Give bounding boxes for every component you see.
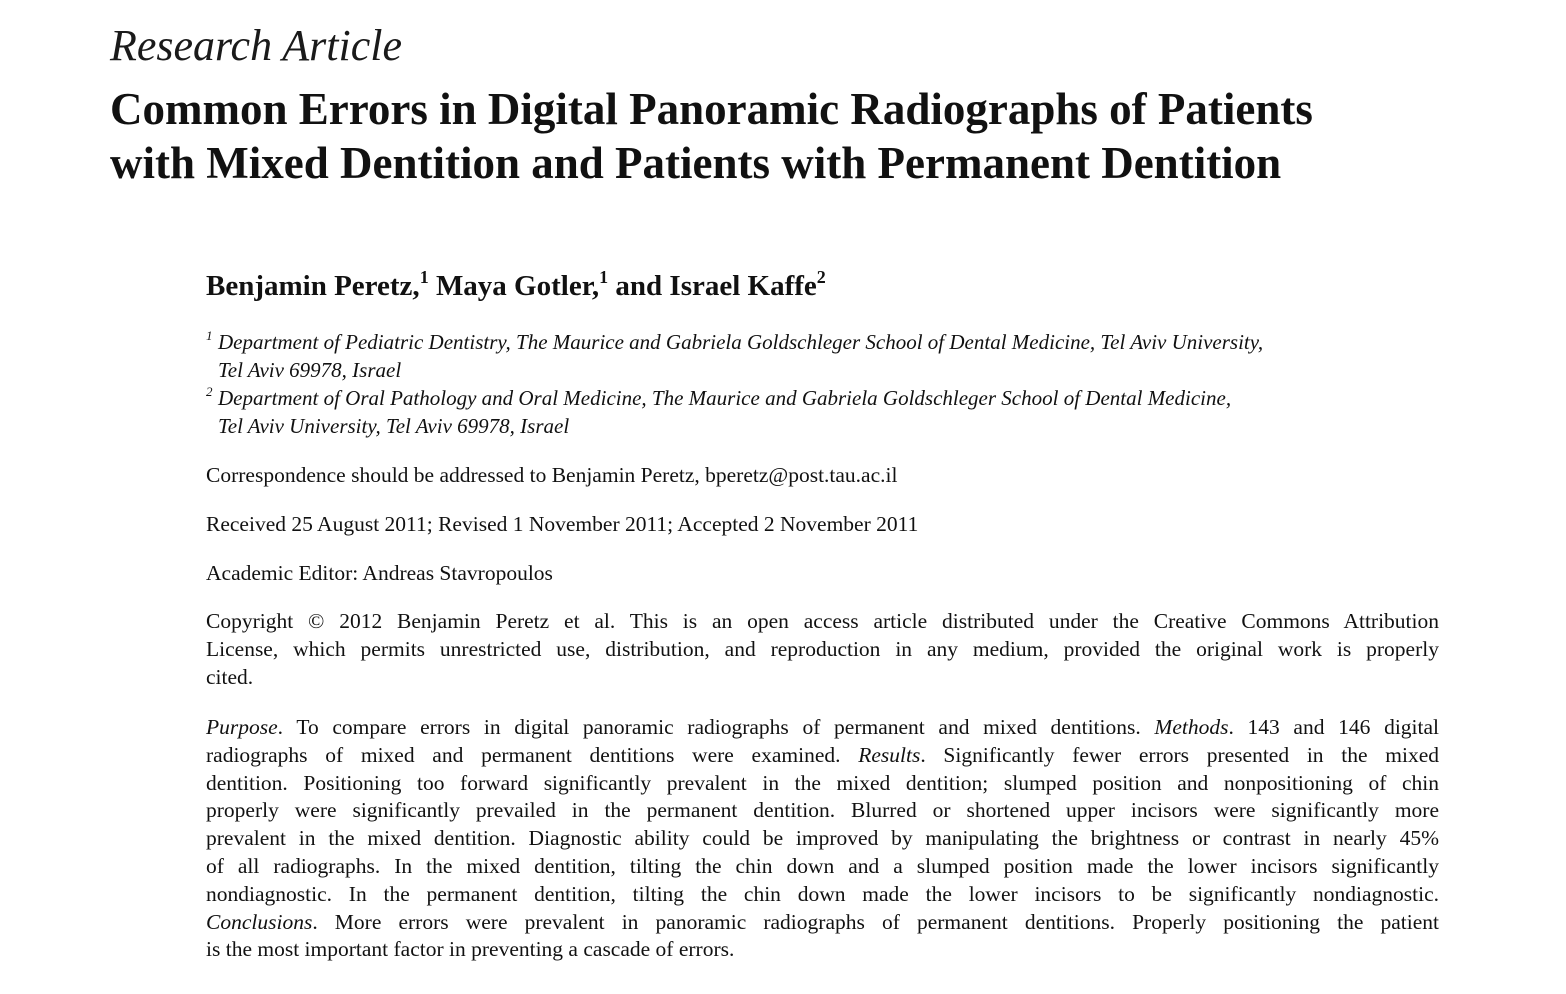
abstract-line: of all radiographs. In the mixed dentition, tilting the chin down and a slumped position made the lower incisors significantly [206,853,1439,878]
copyright-notice [206,608,1439,691]
abstract-text: radiographs of mixed and permanent dentitions were examined. [206,742,859,767]
results-text: . Significantly fewer errors presented in the mixed [920,742,1439,767]
copyright-line: Copyright © 2012 Benjamin Peretz et al. This is an open access article distributed under the Creative Commons Attribution [206,609,1439,633]
affiliation-2 [206,384,1446,440]
title-line-2: with Mixed Dentition and Patients with Permanent Dentition [110,138,1282,188]
purpose-label: Purpose [206,715,278,739]
abstract [206,714,1439,964]
abstract-line [206,742,1439,770]
conclusions-label: Conclusions [206,909,313,934]
author-name: Maya Gotler, [435,270,600,302]
abstract-line [206,714,1439,742]
article-type: Research Article [110,21,403,70]
title-line-1: Common Errors in Digital Panoramic Radiographs of Patients [110,84,1313,134]
affiliations [206,328,1446,440]
affiliation-line: Department of Oral Pathology and Oral Medicine, The Maurice and Gabriela Goldschleger School of Dental Medicine, [218,386,1232,410]
copyright-line: License, which permits unrestricted use, distribution, and reproduction in any medium, provided the original work is properly [206,636,1439,661]
abstract-line: properly were significantly prevailed in the permanent dentition. Blurred or shortened upper incisors were significantly more [206,798,1439,823]
abstract-line: nondiagnostic. In the permanent dentition, tilting the chin down made the lower incisors to be significantly nondiagnostic. [206,881,1439,906]
author-name: and Israel Kaffe [615,270,817,302]
affiliation-1 [206,328,1446,384]
affiliation-line: Department of Pediatric Dentistry, The Maurice and Gabriela Goldschleger School of Dental Medicine, Tel Aviv University, [218,330,1264,354]
academic-editor: Academic Editor: Andreas Stavropoulos [206,561,553,585]
abstract-line: is the most important factor in preventing a cascade of errors. [206,937,735,962]
author-list [206,266,826,306]
purpose-text: . To compare errors in digital panoramic radiographs of permanent and mixed dentitions. [277,715,1155,739]
methods-label: Methods [1154,715,1229,739]
author-name: Benjamin Peretz, [206,270,420,302]
abstract-line: prevalent in the mixed dentition. Diagnostic ability could be improved by manipulating the brightness or contrast in nearly 45% [206,826,1439,851]
abstract-line [206,909,1439,937]
author-affiliation-mark: 1 [419,267,429,287]
author-affiliation-mark: 1 [599,267,609,287]
correspondence-email[interactable]: bperetz@post.tau.ac.il [705,463,898,487]
results-label: Results [858,742,921,767]
author-affiliation-mark: 2 [816,267,826,287]
abstract-line: dentition. Positioning too forward significantly prevalent in the mixed dentition; slumped position and nonpositioning of chin [206,770,1439,795]
affiliation-line: Tel Aviv University, Tel Aviv 69978, Israel [218,414,570,438]
affiliation-number: 2 [206,384,213,399]
affiliation-line: Tel Aviv 69978, Israel [218,358,402,382]
copyright-line: cited. [206,664,254,689]
correspondence-text: Correspondence should be addressed to Benjamin Peretz, [206,463,706,487]
article-title [110,82,1440,190]
correspondence [206,461,897,489]
methods-text: . 143 and 146 digital [1228,715,1440,739]
received-dates: Received 25 August 2011; Revised 1 November 2011; Accepted 2 November 2011 [206,512,919,536]
conclusions-text: . More errors were prevalent in panoramic radiographs of permanent dentitions. Properly positioning the patient [312,909,1439,934]
affiliation-number: 1 [206,328,213,343]
